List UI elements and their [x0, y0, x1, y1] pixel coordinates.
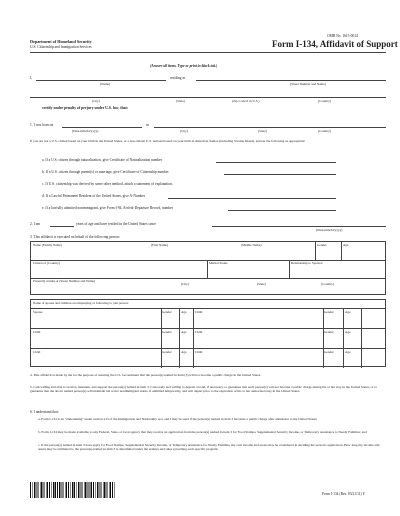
- name-caption: (Name): [100, 82, 111, 86]
- first-name-field[interactable]: (First Name): [151, 243, 168, 247]
- dependent-row-2-child[interactable]: Child: [195, 330, 203, 334]
- dependent-row-1-age-2[interactable]: Age: [345, 310, 351, 314]
- dependent-row-3-left[interactable]: Child: [33, 350, 41, 354]
- family-name-field[interactable]: Name (Family Name): [33, 243, 62, 247]
- item1-note: If you are not a U.S. citizen based on your birth in the United States, or a non-citizen U.S. national based on your birth in American Samoa (including Swains Island), answer the following as appropriate:: [30, 139, 306, 143]
- form-id: Form I-134 (Rev. 03/21/11) Y: [322, 492, 366, 496]
- a-number-field[interactable]: [168, 198, 336, 199]
- relationship-field[interactable]: Relationship to Sponsor: [291, 261, 323, 265]
- item1-in: in: [146, 123, 149, 127]
- zip-caption: (Zip Code if in U.S.): [232, 99, 260, 103]
- resided-since-field[interactable]: [212, 226, 386, 227]
- age-cell-field[interactable]: Age: [343, 243, 349, 247]
- instructions: (Answer all items. Type or print in black ink.): [150, 64, 218, 68]
- dependent-row-3-age[interactable]: Age: [181, 350, 187, 354]
- birth-state-caption: (State): [258, 129, 267, 133]
- dependent-row-2-age[interactable]: Age: [181, 330, 187, 334]
- address-field[interactable]: Presently resides at (Street Number and Name): [33, 279, 96, 283]
- street-caption: (Street Number and Name): [290, 82, 326, 86]
- dependent-row-1-age[interactable]: Age: [181, 310, 187, 314]
- address-state-caption: (State): [257, 282, 266, 286]
- resided-since-caption: (Date-mm/dd/yyyy): [316, 228, 343, 232]
- dependent-row-2-gender[interactable]: Gender: [162, 330, 172, 334]
- name-field[interactable]: [36, 80, 166, 81]
- i-label: I,: [30, 76, 33, 80]
- dependent-row-3-gender[interactable]: Gender: [162, 350, 172, 354]
- header-rule: [30, 52, 386, 53]
- item2-rest: years of age and have resided in the United States since: [76, 222, 156, 226]
- omb-number: OMB No. 1615-0014: [327, 34, 358, 38]
- dependent-row-1-child[interactable]: Child: [195, 310, 203, 314]
- department-name: Department of Homeland Security: [30, 39, 92, 44]
- item5-text: 5. I am willing and able to receive, maintain, and support the person(s) named in item 3. I am ready and willing to deposit a bond, if necessary, to guarantee that such person(s) will not become a public charge during his or her stay in the United States, or to guarantee that the above named person(s) will maintain his or her nonimmigrant status, if admitted temporarily, and will depart prior to the expiration of his or her authorized stay in the United States.: [30, 385, 377, 394]
- dependent-row-2-left[interactable]: Child: [33, 330, 41, 334]
- item1-e: e. If a lawfully admitted nonimmigrant, give Form I-94, Arrival-Departure Record, number: [42, 206, 174, 210]
- residing-at-label: residing at: [170, 76, 186, 80]
- birth-city-caption: (City): [180, 129, 188, 133]
- form-title: Form I-134, Affidavit of Support: [272, 39, 398, 49]
- marital-status-field[interactable]: Marital Status: [209, 261, 228, 265]
- naturalization-number-field[interactable]: [216, 162, 336, 163]
- birth-place-field[interactable]: [154, 127, 386, 128]
- dependents-table: [30, 299, 386, 367]
- dependent-row-1-gender-2[interactable]: Gender: [324, 310, 334, 314]
- birth-date-field[interactable]: [62, 127, 142, 128]
- address-city-caption: (City): [181, 282, 189, 286]
- item1-b: b. If a U.S. citizen through parent(s) or marriage, give Certificate of Citizenship number: [42, 170, 169, 174]
- item6-c: c. If the person(s) named in item 3 does apply for Food Stamps, Supplemental Security Income, or Temporary Assistance for Needy Families, my own income and assets may be considered in deciding the person's application. How long my income and assets may be attributed to the person(s) named in item 3 is determined under the statutes and rules governing each specific program.: [38, 443, 380, 452]
- dependents-heading: Name of spouse and children accompanying or following to join person:: [33, 301, 129, 305]
- birth-country-caption: (Country): [318, 129, 332, 133]
- dependent-row-1-left[interactable]: Spouse: [33, 310, 43, 314]
- beneficiary-table: [30, 241, 386, 295]
- certify-statement: certify under penalty of perjury under U.S. law, that:: [42, 106, 129, 110]
- gender-field[interactable]: Gender: [317, 243, 327, 247]
- item1-d: d. If a Lawful Permanent Resident of the United States, give A-Number: [42, 194, 146, 198]
- dependent-row-2-age-2[interactable]: Age: [345, 330, 351, 334]
- city-caption: (City): [92, 99, 100, 103]
- state-caption: (State): [176, 99, 185, 103]
- dependent-row-3-gender-2[interactable]: Gender: [324, 350, 334, 354]
- item2-label: 2. I am: [30, 222, 41, 226]
- item6-b: b. Form I-134 may be made available to any Federal, State, or local agency that may receive an application from the person(s) named in item 3 for Food Stamps, Supplemental Security Income, or Temporary Assistance to Needy Families; and: [38, 430, 367, 434]
- birth-date-caption: (Date-mm/dd/yyyy): [72, 129, 99, 133]
- middle-name-field[interactable]: (Middle Name): [241, 243, 262, 247]
- dependent-row-3-child[interactable]: Child: [195, 350, 203, 354]
- country-caption: (Country): [318, 99, 332, 103]
- citizen-of-field[interactable]: Citizen of (Country): [33, 261, 60, 265]
- age-field[interactable]: [50, 226, 74, 227]
- dependent-row-2-gender-2[interactable]: Gender: [324, 330, 334, 334]
- dependent-row-1-gender[interactable]: Gender: [162, 310, 172, 314]
- dependent-row-3-age-2[interactable]: Age: [345, 350, 351, 354]
- item4-text: 4. This affidavit is made by me for the purpose of assuring the U.S. Government that the person(s) named in item (3) will not become a public charge in the United States.: [30, 373, 261, 377]
- agency-name: U.S. Citizenship and Immigration Services: [30, 45, 92, 49]
- city-state-field[interactable]: [30, 97, 386, 98]
- item1-a: a. If a U.S. citizen through naturalization, give Certificate of Naturalization number: [42, 158, 163, 162]
- street-field[interactable]: [196, 80, 386, 81]
- item1-label: 1. I was born on: [30, 123, 54, 127]
- item3-label: 3. This affidavit is executed on behalf of the following person:: [30, 235, 120, 239]
- i94-number-field[interactable]: [228, 210, 336, 211]
- barcode-image: [30, 482, 115, 498]
- item1-c: c. If U.S. citizenship was derived by some other method, attach a statement of explanation.: [42, 182, 173, 186]
- address-country-caption: (Country): [321, 282, 335, 286]
- citizenship-number-field[interactable]: [224, 174, 336, 175]
- item6-a: a. Form I-134 is an "undertaking" under section 213 of the Immigration and Nationality Act, and I may be sued if the person(s) named in item 3 becomes a public charge after admission to the United States;: [38, 417, 318, 421]
- item6-label: 6. I understand that:: [30, 410, 59, 414]
